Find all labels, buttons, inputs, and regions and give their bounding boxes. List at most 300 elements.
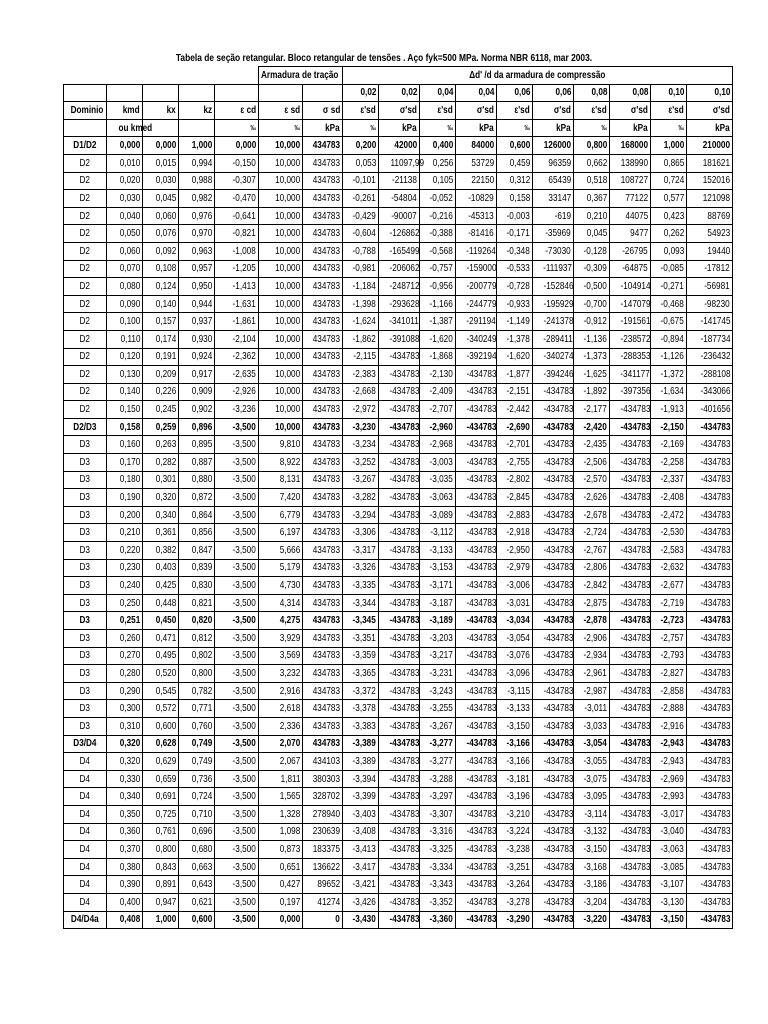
value-cell: -1,868 [420, 348, 456, 366]
value-cell: -434783 [610, 682, 651, 700]
value-cell: -434783 [610, 858, 651, 876]
value-cell: -434783 [610, 700, 651, 718]
value-cell: -434783 [687, 559, 733, 577]
unit-header: kPa [610, 119, 651, 137]
value-cell: 7,420 [259, 489, 303, 507]
value-cell: -2,979 [497, 559, 533, 577]
unit-header: kPa [379, 119, 420, 137]
header-empty-cell [64, 67, 107, 85]
value-cell: -2,827 [651, 665, 687, 683]
value-cell: 0,895 [179, 436, 215, 454]
value-cell: -0,309 [574, 260, 610, 278]
value-cell: -3,306 [343, 524, 379, 542]
value-cell: 434783 [303, 542, 343, 560]
domain-cell: D4 [64, 805, 107, 823]
value-cell: 3,232 [259, 665, 303, 683]
value-cell: -2,719 [651, 594, 687, 612]
value-cell: -1,184 [343, 278, 379, 296]
value-cell: -21138 [379, 172, 420, 190]
value-cell: -0,307 [215, 172, 259, 190]
domain-cell: D2 [64, 295, 107, 313]
value-cell: 0,944 [179, 295, 215, 313]
value-cell: -1,166 [420, 295, 456, 313]
value-cell: -2,943 [651, 753, 687, 771]
value-cell: -3,034 [497, 612, 533, 630]
column-header: ε'sd [651, 102, 687, 120]
domain-cell: D3 [64, 506, 107, 524]
value-cell: -434783 [533, 823, 574, 841]
value-cell: -434783 [687, 577, 733, 595]
value-cell: -392194 [456, 348, 497, 366]
header-row-ratios [64, 84, 733, 102]
value-cell: -2,169 [651, 436, 687, 454]
table-row [64, 612, 733, 630]
value-cell: -3,500 [215, 454, 259, 472]
value-cell: -434783 [533, 559, 574, 577]
value-cell: 0,843 [143, 858, 179, 876]
value-cell: -434783 [687, 770, 733, 788]
value-cell: -3,344 [343, 594, 379, 612]
value-cell: -3,166 [497, 735, 533, 753]
value-cell: -90007 [379, 207, 420, 225]
value-cell: -0,128 [574, 242, 610, 260]
domain-cell: D2 [64, 401, 107, 419]
value-cell: -1,861 [215, 313, 259, 331]
value-cell: -3,150 [651, 911, 687, 929]
column-header: σ'sd [533, 102, 574, 120]
unit-header: kPa [303, 119, 343, 137]
value-cell: 434783 [303, 717, 343, 735]
value-cell: 434783 [303, 647, 343, 665]
value-cell: -17812 [687, 260, 733, 278]
value-cell: -0,894 [651, 330, 687, 348]
value-cell: 434783 [303, 506, 343, 524]
value-cell: 0,170 [107, 454, 143, 472]
value-cell: 0,400 [420, 137, 456, 155]
value-cell: -434783 [456, 489, 497, 507]
value-cell: 4,314 [259, 594, 303, 612]
value-cell: -2,677 [651, 577, 687, 595]
value-cell: -2,115 [343, 348, 379, 366]
value-cell: -3,115 [497, 682, 533, 700]
unit-header [179, 119, 215, 137]
value-cell: 89652 [303, 876, 343, 894]
value-cell: -341011 [379, 313, 420, 331]
value-cell: 11097,99 [379, 154, 420, 172]
table-row [64, 559, 733, 577]
value-cell: -2,104 [215, 330, 259, 348]
value-cell: 0,403 [143, 559, 179, 577]
value-cell: -434783 [379, 594, 420, 612]
value-cell: 434783 [303, 630, 343, 648]
value-cell: 434783 [303, 471, 343, 489]
table-row [64, 647, 733, 665]
value-cell: -434783 [610, 823, 651, 841]
header-ratio-cell: 0,08 [610, 84, 651, 102]
value-cell: -434783 [533, 436, 574, 454]
value-cell: 0,020 [107, 172, 143, 190]
value-cell: 0,865 [651, 154, 687, 172]
value-cell: 0,917 [179, 366, 215, 384]
value-cell: 0,947 [143, 893, 179, 911]
value-cell: -434783 [610, 911, 651, 929]
value-cell: -434783 [610, 788, 651, 806]
value-cell: 3,929 [259, 630, 303, 648]
value-cell: 0,459 [497, 154, 533, 172]
value-cell: -434783 [456, 647, 497, 665]
value-cell: -3,063 [651, 841, 687, 859]
value-cell: -2,420 [574, 418, 610, 436]
value-cell: -434783 [687, 489, 733, 507]
value-cell: 434103 [303, 753, 343, 771]
value-cell: -434783 [379, 524, 420, 542]
value-cell: -3,421 [343, 876, 379, 894]
value-cell: -3,089 [420, 506, 456, 524]
value-cell: -434783 [687, 454, 733, 472]
value-cell: 2,070 [259, 735, 303, 753]
value-cell: 380303 [303, 770, 343, 788]
value-cell: -434783 [610, 594, 651, 612]
value-cell: -3,500 [215, 436, 259, 454]
table-row [64, 506, 733, 524]
value-cell: -434783 [610, 489, 651, 507]
value-cell: -1,126 [651, 348, 687, 366]
value-cell: 1,811 [259, 770, 303, 788]
value-cell: 0,367 [574, 190, 610, 208]
value-cell: 0,887 [179, 454, 215, 472]
value-cell: -434783 [687, 436, 733, 454]
value-cell: -434783 [533, 805, 574, 823]
value-cell: -288353 [610, 348, 651, 366]
value-cell: 0,471 [143, 630, 179, 648]
value-cell: 10,000 [259, 242, 303, 260]
value-cell: -434783 [687, 682, 733, 700]
value-cell: 434783 [303, 242, 343, 260]
value-cell: -2,918 [497, 524, 533, 542]
value-cell: -3,500 [215, 630, 259, 648]
value-cell: -434783 [687, 788, 733, 806]
value-cell: 434783 [303, 295, 343, 313]
value-cell: 1,565 [259, 788, 303, 806]
value-cell: 0,760 [179, 717, 215, 735]
domain-cell: D2 [64, 190, 107, 208]
value-cell: 1,098 [259, 823, 303, 841]
value-cell: -200779 [456, 278, 497, 296]
value-cell: -3,255 [420, 700, 456, 718]
value-cell: 0,310 [107, 717, 143, 735]
value-cell: -0,171 [497, 225, 533, 243]
value-cell: -434783 [687, 594, 733, 612]
value-cell: -0,085 [651, 260, 687, 278]
value-cell: 0,724 [179, 788, 215, 806]
value-cell: 42000 [379, 137, 420, 155]
unit-header: ‰ [574, 119, 610, 137]
value-cell: -434783 [687, 893, 733, 911]
value-cell: -141745 [687, 313, 733, 331]
value-cell: -238572 [610, 330, 651, 348]
value-cell: 434783 [303, 489, 343, 507]
value-cell: -2,961 [574, 665, 610, 683]
value-cell: -3,343 [420, 876, 456, 894]
value-cell: 434783 [303, 366, 343, 384]
value-cell: -434783 [456, 788, 497, 806]
value-cell: -3,294 [343, 506, 379, 524]
value-cell: -434783 [379, 735, 420, 753]
value-cell: 0,691 [143, 788, 179, 806]
value-cell: -434783 [456, 366, 497, 384]
value-cell: 434783 [303, 348, 343, 366]
value-cell: -236432 [687, 348, 733, 366]
value-cell: -3,150 [574, 841, 610, 859]
value-cell: -1,372 [651, 366, 687, 384]
value-cell: -3,413 [343, 841, 379, 859]
value-cell: 0,909 [179, 383, 215, 401]
value-cell: 0,924 [179, 348, 215, 366]
table-row [64, 770, 733, 788]
value-cell: 434783 [303, 436, 343, 454]
value-cell: -2,934 [574, 647, 610, 665]
value-cell: -159000 [456, 260, 497, 278]
value-cell: -3,500 [215, 612, 259, 630]
value-cell: 0,425 [143, 577, 179, 595]
value-cell: -3,500 [215, 841, 259, 859]
domain-cell: D3 [64, 647, 107, 665]
value-cell: 434783 [303, 577, 343, 595]
value-cell: 0,847 [179, 542, 215, 560]
table-row [64, 207, 733, 225]
value-cell: -3,133 [497, 700, 533, 718]
value-cell: 0,200 [343, 137, 379, 155]
domain-cell: D3 [64, 454, 107, 472]
value-cell: -3,096 [497, 665, 533, 683]
value-cell: -1,205 [215, 260, 259, 278]
value-cell: 136622 [303, 858, 343, 876]
value-cell: 0,000 [259, 911, 303, 929]
value-cell: 0,600 [497, 137, 533, 155]
column-header: ε'sd [420, 102, 456, 120]
value-cell: -0,728 [497, 278, 533, 296]
header-row-names [64, 102, 733, 120]
value-cell: 0,382 [143, 542, 179, 560]
value-cell: 434783 [303, 418, 343, 436]
value-cell: -434783 [379, 717, 420, 735]
value-cell: -343066 [687, 383, 733, 401]
header-ratio-cell: 0,06 [497, 84, 533, 102]
value-cell: 0,390 [107, 876, 143, 894]
value-cell: 0,220 [107, 542, 143, 560]
value-cell: -126862 [379, 225, 420, 243]
value-cell: 0,262 [651, 225, 687, 243]
value-cell: -434783 [610, 841, 651, 859]
value-cell: -2,960 [420, 418, 456, 436]
value-cell: -434783 [687, 630, 733, 648]
header-armadura-tracao: Armadura de tração [259, 67, 343, 85]
value-cell: 0,280 [107, 665, 143, 683]
domain-cell: D4 [64, 893, 107, 911]
column-header: Dominio [64, 102, 107, 120]
value-cell: -3,500 [215, 823, 259, 841]
value-cell: 0,174 [143, 330, 179, 348]
value-cell: 0,891 [143, 876, 179, 894]
header-empty-cell [215, 84, 259, 102]
value-cell: -2,337 [651, 471, 687, 489]
value-cell: 0,320 [107, 753, 143, 771]
value-cell: -3,234 [343, 436, 379, 454]
value-cell: -2,916 [651, 717, 687, 735]
value-cell: 0,600 [143, 717, 179, 735]
value-cell: 3,569 [259, 647, 303, 665]
value-cell: -2,793 [651, 647, 687, 665]
domain-cell: D2 [64, 366, 107, 384]
value-cell: -2,987 [574, 682, 610, 700]
value-cell: -0,757 [420, 260, 456, 278]
header-empty-cell [107, 67, 143, 85]
value-cell: -434783 [456, 717, 497, 735]
value-cell: 0,724 [651, 172, 687, 190]
value-cell: -434783 [456, 823, 497, 841]
value-cell: -3,210 [497, 805, 533, 823]
value-cell: -434783 [456, 401, 497, 419]
value-cell: -434783 [533, 735, 574, 753]
table-row [64, 700, 733, 718]
table-row [64, 278, 733, 296]
value-cell: -434783 [456, 805, 497, 823]
domain-cell: D4 [64, 858, 107, 876]
value-cell: -3,278 [497, 893, 533, 911]
value-cell: -3,317 [343, 542, 379, 560]
value-cell: 0,150 [107, 401, 143, 419]
value-cell: -3,500 [215, 647, 259, 665]
value-cell: -0,261 [343, 190, 379, 208]
value-cell: 0,340 [143, 506, 179, 524]
value-cell: 0,340 [107, 788, 143, 806]
table-row [64, 841, 733, 859]
value-cell: -2,888 [651, 700, 687, 718]
header-empty-cell [179, 67, 215, 85]
value-cell: -3,383 [343, 717, 379, 735]
value-cell: -434783 [610, 876, 651, 894]
value-cell: -434783 [687, 700, 733, 718]
table-row [64, 753, 733, 771]
value-cell: 434783 [303, 278, 343, 296]
value-cell: 10,000 [259, 330, 303, 348]
value-cell: -434783 [610, 612, 651, 630]
value-cell: -434783 [533, 665, 574, 683]
header-ratio-cell: 0,04 [420, 84, 456, 102]
value-cell: 0,771 [179, 700, 215, 718]
value-cell: -3,085 [651, 858, 687, 876]
value-cell: 0,361 [143, 524, 179, 542]
value-cell: -3,095 [574, 788, 610, 806]
value-cell: -3,335 [343, 577, 379, 595]
column-header: σ'sd [610, 102, 651, 120]
column-header: σ'sd [379, 102, 420, 120]
value-cell: -3,231 [420, 665, 456, 683]
value-cell: 1,000 [651, 137, 687, 155]
domain-cell: D4 [64, 788, 107, 806]
value-cell: -3,035 [420, 471, 456, 489]
value-cell: 77122 [610, 190, 651, 208]
table-row [64, 172, 733, 190]
value-cell: 0,830 [179, 577, 215, 595]
value-cell: -3,224 [497, 823, 533, 841]
value-cell: -3,389 [343, 735, 379, 753]
value-cell: -3,500 [215, 594, 259, 612]
value-cell: -3,500 [215, 682, 259, 700]
value-cell: -3,500 [215, 788, 259, 806]
value-cell: -3,006 [497, 577, 533, 595]
value-cell: 0,312 [497, 172, 533, 190]
value-cell: 0,518 [574, 172, 610, 190]
domain-cell: D3 [64, 489, 107, 507]
value-cell: 434783 [303, 524, 343, 542]
value-cell: 168000 [610, 137, 651, 155]
value-cell: -56981 [687, 278, 733, 296]
value-cell: 0,180 [107, 471, 143, 489]
value-cell: -434783 [533, 876, 574, 894]
value-cell: -3,150 [497, 717, 533, 735]
value-cell: -434783 [533, 858, 574, 876]
value-cell: 4,730 [259, 577, 303, 595]
domain-cell: D4 [64, 753, 107, 771]
value-cell: -434783 [379, 383, 420, 401]
value-cell: 2,916 [259, 682, 303, 700]
value-cell: -2,668 [343, 383, 379, 401]
value-cell: -0,604 [343, 225, 379, 243]
value-cell: -434783 [379, 858, 420, 876]
domain-cell: D4 [64, 841, 107, 859]
value-cell: -3,220 [574, 911, 610, 929]
value-cell: -434783 [456, 436, 497, 454]
value-cell: -434783 [610, 436, 651, 454]
value-cell: 0,696 [179, 823, 215, 841]
value-cell: -0,388 [420, 225, 456, 243]
value-cell: 0,157 [143, 313, 179, 331]
value-cell: -2,943 [651, 735, 687, 753]
value-cell: -434783 [379, 911, 420, 929]
value-cell: -10829 [456, 190, 497, 208]
value-cell: 10,000 [259, 295, 303, 313]
value-cell: -434783 [456, 559, 497, 577]
value-cell: 0,629 [143, 753, 179, 771]
value-cell: 0,896 [179, 418, 215, 436]
value-cell: 0,802 [179, 647, 215, 665]
value-cell: -147079 [610, 295, 651, 313]
value-cell: -3,011 [574, 700, 610, 718]
value-cell: -391088 [379, 330, 420, 348]
value-cell: -119264 [456, 242, 497, 260]
value-cell: -1,149 [497, 313, 533, 331]
value-cell: -434783 [610, 753, 651, 771]
value-cell: -3,500 [215, 506, 259, 524]
value-cell: -2,583 [651, 542, 687, 560]
table-row [64, 330, 733, 348]
table-row [64, 823, 733, 841]
value-cell: -1,413 [215, 278, 259, 296]
value-cell: -3,500 [215, 489, 259, 507]
value-cell: 434783 [303, 401, 343, 419]
value-cell: 0,976 [179, 207, 215, 225]
value-cell: 0,572 [143, 700, 179, 718]
value-cell: 2,067 [259, 753, 303, 771]
table-row [64, 630, 733, 648]
value-cell: 2,618 [259, 700, 303, 718]
value-cell: 0,628 [143, 735, 179, 753]
column-header: σ'sd [456, 102, 497, 120]
value-cell: 0,030 [143, 172, 179, 190]
table-row [64, 876, 733, 894]
value-cell: 0,130 [107, 366, 143, 384]
